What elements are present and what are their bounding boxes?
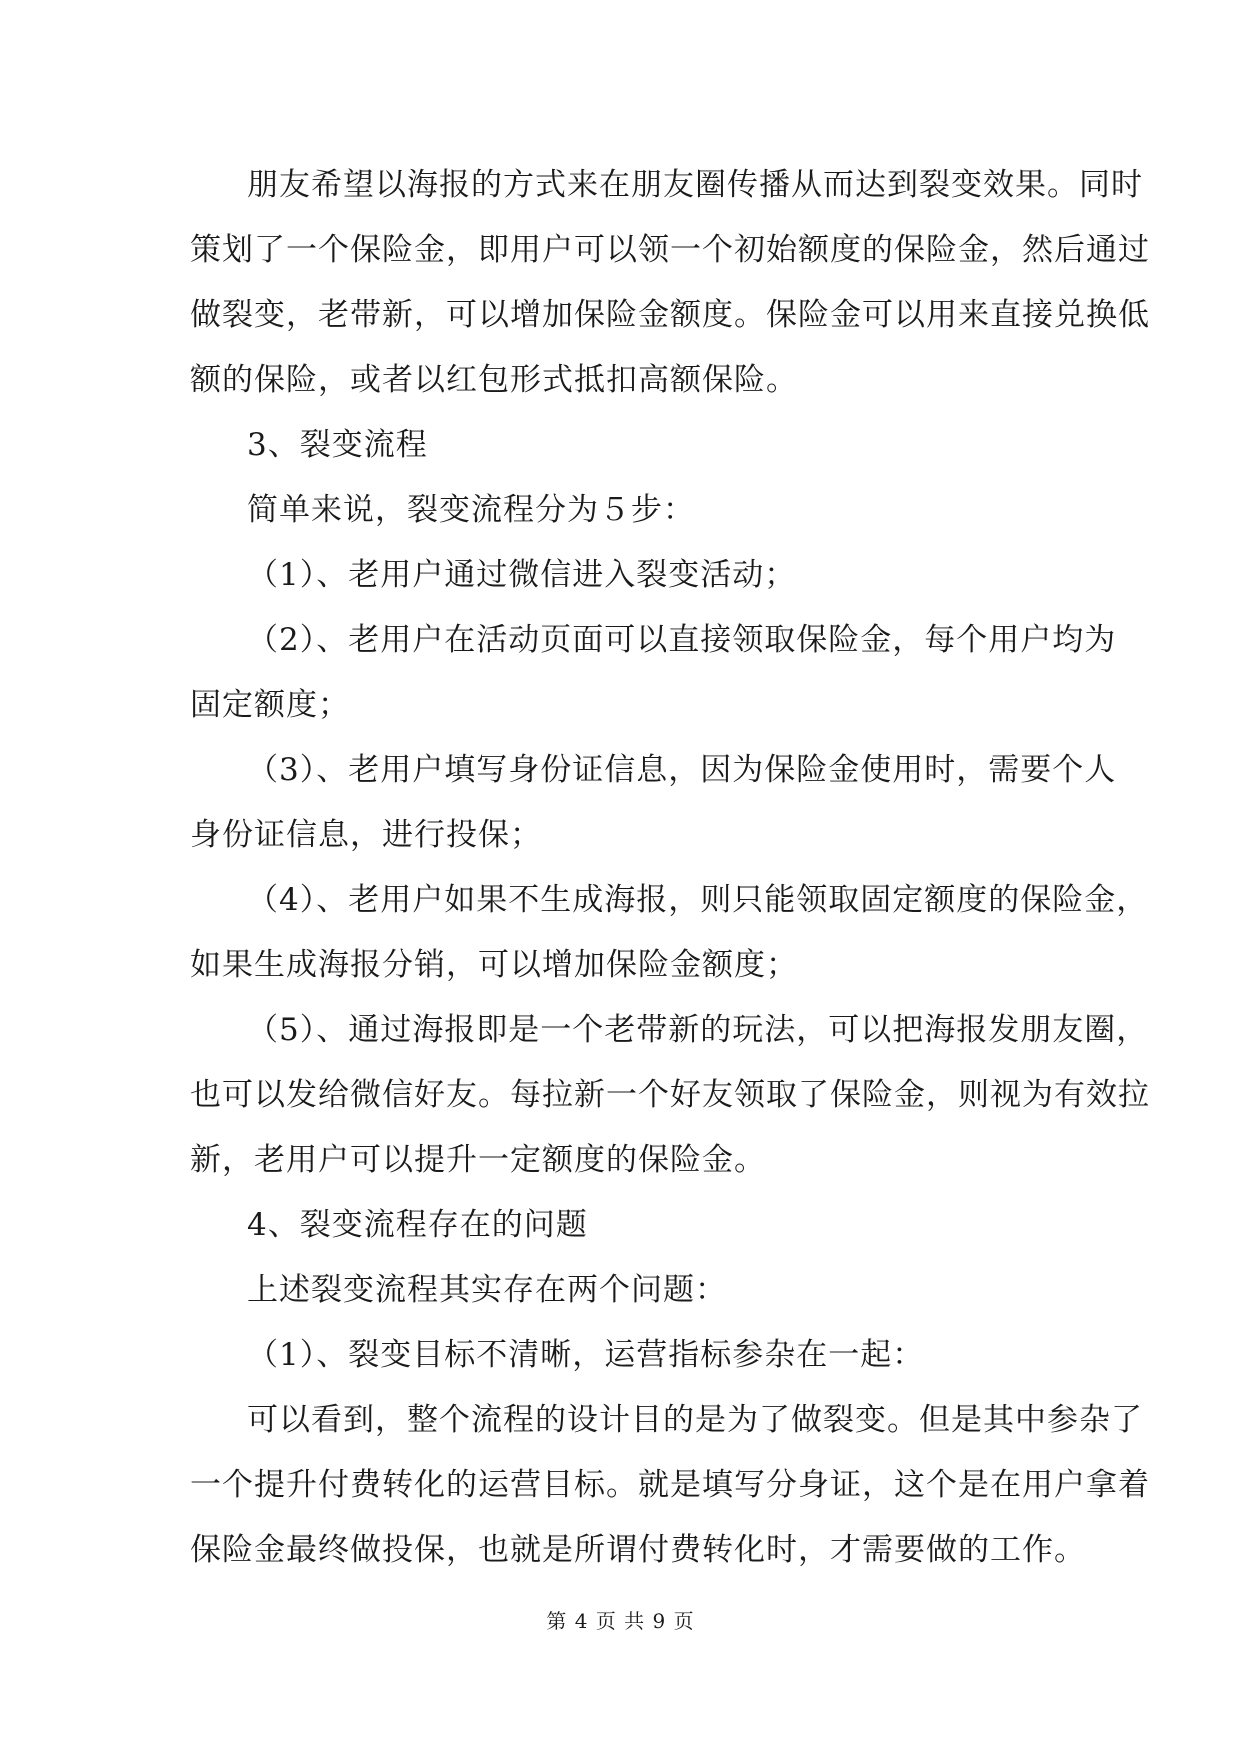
list-item-3: （3）、老用户填写身份证信息，因为保险金使用时，需要个人 (247, 752, 1117, 788)
paragraph-line: 一个提升付费转化的运营目标。就是填写分身证，这个是在用户拿着 (190, 1467, 1150, 1503)
list-item-4: （4）、老用户如果不生成海报，则只能领取固定额度的保险金， (247, 882, 1149, 918)
list-item-5-cont: 新，老用户可以提升一定额度的保险金。 (190, 1142, 766, 1178)
paragraph-line: 简单来说，裂变流程分为５步： (247, 492, 695, 528)
problem-item-1: （1）、裂变目标不清晰，运营指标参杂在一起： (247, 1337, 925, 1373)
paragraph-line: 上述裂变流程其实存在两个问题： (247, 1272, 727, 1308)
page-number-footer: 第 4 页 共 9 页 (546, 1609, 695, 1633)
list-item-2-cont: 固定额度； (190, 687, 350, 723)
paragraph-line: 可以看到，整个流程的设计目的是为了做裂变。但是其中参杂了 (247, 1402, 1143, 1438)
paragraph-line: 保险金最终做投保，也就是所谓付费转化时，才需要做的工作。 (190, 1532, 1086, 1568)
paragraph-line: 做裂变，老带新，可以增加保险金额度。保险金可以用来直接兑换低 (190, 297, 1150, 333)
paragraph-line: 策划了一个保险金，即用户可以领一个初始额度的保险金，然后通过 (190, 232, 1150, 268)
paragraph-line: 额的保险，或者以红包形式抵扣高额保险。 (190, 362, 798, 398)
paragraph-line: 朋友希望以海报的方式来在朋友圈传播从而达到裂变效果。同时 (247, 167, 1143, 203)
list-item-2: （2）、老用户在活动页面可以直接领取保险金，每个用户均为 (247, 622, 1117, 658)
list-item-4-cont: 如果生成海报分销，可以增加保险金额度； (190, 947, 798, 983)
list-item-5: （5）、通过海报即是一个老带新的玩法，可以把海报发朋友圈， (247, 1012, 1149, 1048)
section-heading-4: 4、裂变流程存在的问题 (247, 1207, 588, 1243)
list-item-3-cont: 身份证信息，进行投保； (190, 817, 542, 853)
list-item-1: （1）、老用户通过微信进入裂变活动； (247, 557, 797, 593)
list-item-5-cont: 也可以发给微信好友。每拉新一个好友领取了保险金，则视为有效拉 (190, 1077, 1150, 1113)
section-heading-3: 3、裂变流程 (247, 427, 428, 463)
